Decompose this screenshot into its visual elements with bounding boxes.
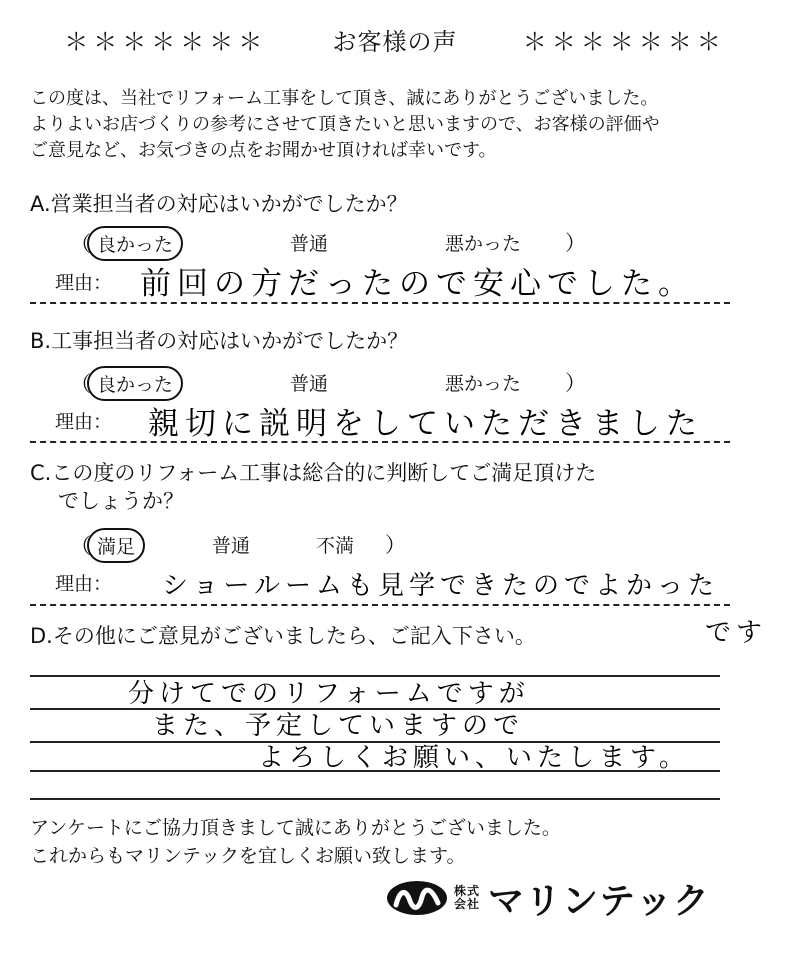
choice-c-normal: 普通 xyxy=(212,535,251,557)
question-d: D.その他にご意見がございましたら、ご記入下さい。 xyxy=(30,624,536,648)
intro-line-2: よりよいお店づくりの参考にさせて頂きたいと思いますので、お客様の評価や xyxy=(30,114,660,135)
answer-line-4 xyxy=(30,770,720,772)
question-c-line-2: でしょうか？ xyxy=(58,489,184,513)
question-a: A.営業担当者の対応はいかがでしたか？ xyxy=(30,192,408,216)
choice-c-dissatisfied: 不満 xyxy=(316,535,355,557)
choice-c-satisfied-selected: 満足 xyxy=(87,528,145,563)
open-paren: （ xyxy=(70,372,91,396)
open-paren: （ xyxy=(70,232,91,256)
choices-a xyxy=(70,226,183,261)
choice-b-bad: 悪かった xyxy=(445,373,522,395)
reason-c-handwritten-continuation: です xyxy=(705,618,768,648)
footer-line-1: アンケートにご協力頂きまして誠にありがとうございました。 xyxy=(30,817,561,839)
close-paren: ） xyxy=(565,231,586,255)
title-text: お客様の声 xyxy=(332,28,458,56)
company-logo xyxy=(386,872,710,924)
answer-d-line-3: よろしくお願い、いたします。 xyxy=(258,743,690,773)
choice-b-normal: 普通 xyxy=(290,373,329,395)
choices-b xyxy=(70,366,183,401)
wave-logo-icon xyxy=(386,879,448,917)
choice-a-bad: 悪かった xyxy=(445,233,522,255)
title-stars-left: ＊＊＊＊＊＊＊ xyxy=(64,28,268,56)
intro-line-1: この度は、当社でリフォーム工事をして頂き、誠にありがとうございました。 xyxy=(30,88,659,109)
choice-a-good-selected: 良かった xyxy=(87,226,183,261)
reason-a-handwritten: 前回の方だったので安心でした。 xyxy=(140,266,695,302)
answer-d-line-2: また、予定していますので xyxy=(152,711,525,741)
reason-c-handwritten: ショールームも見学できたのでよかった xyxy=(162,571,719,601)
reason-b-underline xyxy=(30,441,730,443)
survey-title xyxy=(0,22,790,57)
question-c-line-1: C.この度のリフォーム工事は総合的に判断してご満足頂けた xyxy=(30,461,597,485)
close-paren: ） xyxy=(565,371,586,395)
choice-a-normal: 普通 xyxy=(290,233,329,255)
answer-line-5 xyxy=(30,798,720,800)
reason-label-b: 理由： xyxy=(55,411,113,433)
reason-label-c: 理由： xyxy=(55,573,113,595)
reason-c-underline xyxy=(30,604,730,606)
answer-d-line-1: 分けてでのリフォームですが xyxy=(128,679,530,709)
reason-a-underline xyxy=(30,302,730,304)
logo-kabu-bottom: 会社 xyxy=(454,897,481,911)
footer-line-2: これからもマリンテックを宜しくお願い致します。 xyxy=(30,845,466,867)
title-stars-right: ＊＊＊＊＊＊＊ xyxy=(522,28,726,56)
reason-label-a: 理由： xyxy=(55,272,113,294)
close-paren: ） xyxy=(385,533,406,557)
logo-kabu-top: 株式 xyxy=(454,884,481,898)
logo-corporation-mark xyxy=(454,885,480,911)
open-paren: （ xyxy=(70,534,91,558)
question-b: B.工事担当者の対応はいかがでしたか？ xyxy=(30,329,409,353)
logo-company-name: マリンテック xyxy=(488,880,711,922)
intro-line-3: ご意見など、お気づきの点をお聞かせ頂ければ幸いです。 xyxy=(30,140,497,161)
choices-c xyxy=(70,528,145,563)
choice-b-good-selected: 良かった xyxy=(87,366,183,401)
reason-b-handwritten: 親切に説明をしていただきました xyxy=(148,406,703,442)
